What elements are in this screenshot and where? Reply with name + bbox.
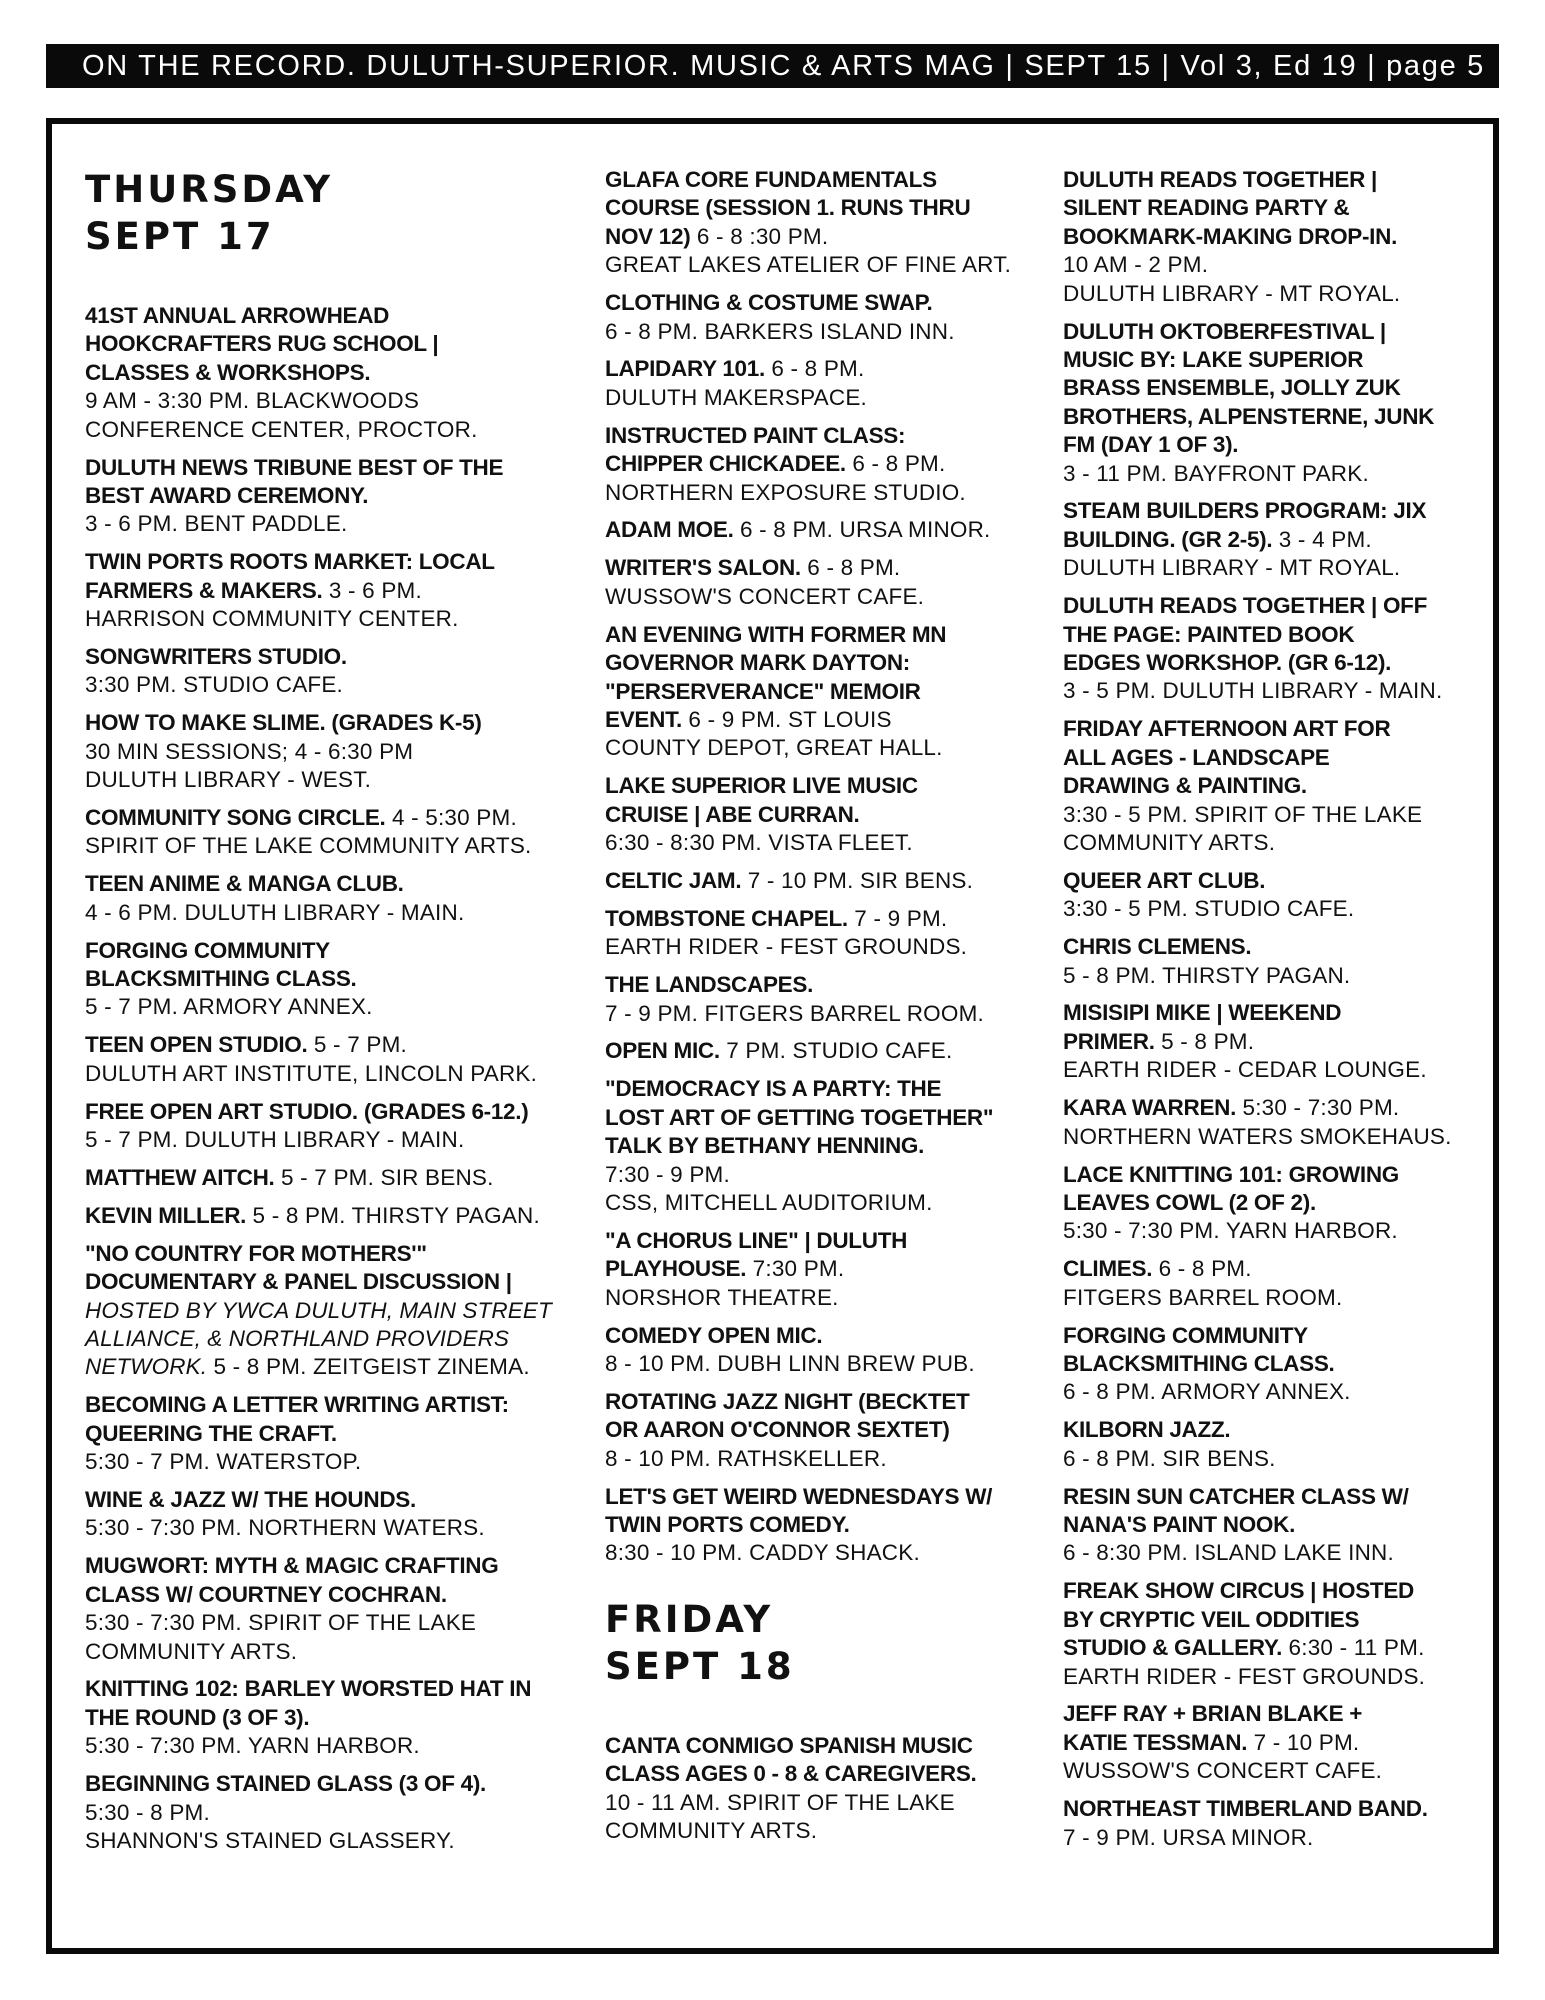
- event-title: QUEER ART CLUB.: [1063, 867, 1266, 893]
- event-title: FRIDAY AFTERNOON ART FOR: [1063, 716, 1391, 742]
- event-listing: [85, 1675, 580, 1760]
- event-details: 3 - 11 PM. BAYFRONT PARK.: [1063, 460, 1369, 486]
- event-title: CRUISE | ABE CURRAN.: [605, 801, 860, 827]
- event-details: SHANNON'S STAINED GLASSERY.: [85, 1828, 455, 1853]
- event-title: QUEERING THE CRAFT.: [85, 1420, 337, 1446]
- event-details: 3:30 PM. STUDIO CAFE.: [85, 672, 344, 698]
- event-title: GLAFA CORE FUNDAMENTALS: [605, 167, 937, 192]
- event-details: WUSSOW'S CONCERT CAFE.: [1063, 1758, 1383, 1784]
- event-details: CSS, MITCHELL AUDITORIUM.: [605, 1190, 933, 1215]
- event-title: OPEN MIC.: [605, 1038, 720, 1064]
- event-title: COMEDY OPEN MIC.: [605, 1322, 823, 1348]
- event-host-note: NETWORK.: [85, 1354, 208, 1380]
- event-title: PLAYHOUSE.: [605, 1256, 747, 1282]
- event-title: FARMERS & MAKERS.: [85, 577, 323, 603]
- event-details: 6 - 8:30 PM. ISLAND LAKE INN.: [1063, 1540, 1394, 1566]
- event-listing: [1063, 318, 1493, 488]
- event-title: BOOKMARK-MAKING DROP-IN.: [1063, 223, 1398, 249]
- event-title: FORGING COMMUNITY: [1063, 1322, 1308, 1348]
- event-details: WUSSOW'S CONCERT CAFE.: [605, 583, 925, 609]
- event-title: LAPIDARY 101.: [605, 356, 765, 382]
- event-listing: [605, 422, 1040, 507]
- event-title: CANTA CONMIGO SPANISH MUSIC: [605, 1732, 973, 1758]
- event-title: CHRIS CLEMENS.: [1063, 934, 1252, 960]
- event-listing: [605, 554, 1040, 611]
- event-details: COMMUNITY ARTS.: [85, 1638, 298, 1664]
- event-listing: [605, 1227, 1040, 1312]
- listing-column-2: [605, 166, 1040, 1855]
- event-details: DULUTH LIBRARY - MT ROYAL.: [1063, 555, 1401, 581]
- event-listing: [605, 166, 1040, 280]
- event-listing: [1063, 1416, 1493, 1473]
- event-listing: [605, 355, 1040, 412]
- event-listing: [605, 971, 1040, 1028]
- event-details: GREAT LAKES ATELIER OF FINE ART.: [605, 252, 1012, 278]
- event-listing: [1063, 1795, 1493, 1852]
- event-details: 4 - 5:30 PM.: [385, 805, 517, 830]
- event-details: 5:30 - 8 PM.: [85, 1799, 210, 1825]
- event-details: DULUTH MAKERSPACE.: [605, 384, 867, 410]
- event-title: BY CRYPTIC VEIL ODDITIES: [1063, 1606, 1360, 1632]
- event-title: INSTRUCTED PAINT CLASS:: [605, 422, 906, 448]
- event-listing: [85, 1031, 580, 1088]
- event-listing: [85, 1164, 580, 1192]
- event-listing: [1063, 1161, 1493, 1246]
- event-title: COMMUNITY SONG CIRCLE.: [85, 805, 386, 830]
- event-details: EARTH RIDER - CEDAR LOUNGE.: [1063, 1057, 1427, 1083]
- event-title: LOST ART OF GETTING TOGETHER": [605, 1104, 994, 1130]
- event-title: LAKE SUPERIOR LIVE MUSIC: [605, 773, 918, 799]
- event-details: 6 - 9 PM. ST LOUIS: [681, 706, 892, 732]
- event-title: BUILDING. (GR 2-5).: [1063, 526, 1273, 552]
- event-details: FITGERS BARREL ROOM.: [1063, 1284, 1343, 1310]
- day-name: THURSDAY: [85, 168, 333, 211]
- event-listing: [85, 302, 580, 444]
- event-listing: [605, 867, 1040, 895]
- event-details: 3 - 4 PM.: [1272, 526, 1372, 552]
- event-details: NORSHOR THEATRE.: [605, 1284, 839, 1310]
- event-details: 3 - 6 PM. BENT PADDLE.: [85, 511, 348, 537]
- event-title: CLASS AGES 0 - 8 & CAREGIVERS.: [605, 1761, 977, 1787]
- event-details: 5:30 - 7:30 PM.: [1236, 1095, 1400, 1121]
- event-title: CELTIC JAM.: [605, 867, 742, 893]
- event-title: "PERSERVERANCE" MEMOIR: [605, 678, 921, 704]
- event-listing: [85, 1240, 580, 1382]
- event-details: 7 - 10 PM.: [1247, 1729, 1360, 1755]
- event-title: ADAM MOE.: [605, 517, 734, 543]
- event-details: 6 - 8 PM. SIR BENS.: [1063, 1445, 1276, 1471]
- event-title: FREAK SHOW CIRCUS | HOSTED: [1063, 1578, 1415, 1604]
- event-title: BRASS ENSEMBLE, JOLLY ZUK: [1063, 375, 1401, 401]
- event-title: COURSE (SESSION 1. RUNS THRU: [605, 195, 971, 221]
- event-title: SONGWRITERS STUDIO.: [85, 643, 347, 669]
- event-listing: [85, 548, 580, 633]
- event-title: WRITER'S SALON.: [605, 555, 801, 581]
- event-title: FM (DAY 1 OF 3).: [1063, 432, 1239, 458]
- event-details: DULUTH LIBRARY - MT ROYAL.: [1063, 280, 1401, 306]
- event-title: BROTHERS, ALPENSTERNE, JUNK: [1063, 403, 1435, 429]
- event-listing: [85, 1486, 580, 1543]
- event-listing: [1063, 166, 1493, 308]
- event-details: 6 - 8 PM. ARMORY ANNEX.: [1063, 1379, 1351, 1405]
- event-title: THE LANDSCAPES.: [605, 972, 814, 998]
- event-details: 30 MIN SESSIONS; 4 - 6:30 PM: [85, 738, 414, 764]
- event-title: HOW TO MAKE SLIME. (GRADES K-5): [85, 710, 482, 736]
- event-title: MATTHEW AITCH.: [85, 1164, 275, 1190]
- event-title: NANA'S PAINT NOOK.: [1063, 1511, 1296, 1537]
- event-title: WINE & JAZZ W/ THE HOUNDS.: [85, 1487, 416, 1513]
- event-details: 5 - 8 PM. THIRSTY PAGAN.: [246, 1202, 540, 1228]
- event-details: DULUTH LIBRARY - WEST.: [85, 767, 372, 793]
- event-title: FORGING COMMUNITY: [85, 937, 330, 963]
- event-details: COUNTY DEPOT, GREAT HALL.: [605, 735, 943, 761]
- event-listing: [85, 643, 580, 700]
- event-listing: [1063, 1094, 1493, 1151]
- event-title: AN EVENING WITH FORMER MN: [605, 621, 947, 647]
- event-details: NORTHERN WATERS SMOKEHAUS.: [1063, 1123, 1452, 1149]
- event-title: STEAM BUILDERS PROGRAM: JIX: [1063, 498, 1427, 524]
- event-listing: [85, 870, 580, 927]
- event-title: MUGWORT: MYTH & MAGIC CRAFTING: [85, 1553, 499, 1579]
- event-details: 3:30 - 5 PM. STUDIO CAFE.: [1063, 896, 1355, 922]
- event-details: 3 - 5 PM. DULUTH LIBRARY - MAIN.: [1063, 678, 1443, 704]
- event-listing: [85, 1202, 580, 1230]
- event-title: KATIE TESSMAN.: [1063, 1729, 1248, 1755]
- event-title: GOVERNOR MARK DAYTON:: [605, 650, 910, 676]
- event-title: STUDIO & GALLERY.: [1063, 1635, 1283, 1661]
- day-date: SEPT 17: [85, 215, 275, 258]
- event-details: DULUTH ART INSTITUTE, LINCOLN PARK.: [85, 1060, 538, 1086]
- event-title: CLIMES.: [1063, 1256, 1153, 1282]
- event-listing: [605, 516, 1040, 544]
- event-title: LET'S GET WEIRD WEDNESDAYS W/: [605, 1483, 993, 1509]
- event-title: BLACKSMITHING CLASS.: [1063, 1350, 1335, 1376]
- event-title: ALL AGES - LANDSCAPE: [1063, 744, 1330, 770]
- event-listing: [85, 804, 580, 861]
- event-title: DULUTH NEWS TRIBUNE BEST OF THE: [85, 454, 504, 480]
- event-details: 6:30 - 11 PM.: [1282, 1635, 1425, 1661]
- event-details: 8 - 10 PM. RATHSKELLER.: [605, 1445, 887, 1471]
- event-listing: [1063, 933, 1493, 990]
- listing-column-3: [1063, 166, 1493, 1861]
- event-title: DULUTH OKTOBERFESTIVAL |: [1063, 318, 1386, 344]
- event-title: "DEMOCRACY IS A PARTY: THE: [605, 1076, 942, 1102]
- page-header-text: ON THE RECORD. DULUTH-SUPERIOR. MUSIC & ARTS MAG | SEPT 15 | Vol 3, Ed 19 | page 5: [82, 49, 1485, 82]
- event-title: OR AARON O'CONNOR SEXTET): [605, 1417, 950, 1443]
- event-listing: [605, 1483, 1040, 1568]
- event-details: 7:30 PM.: [746, 1256, 845, 1282]
- event-details: 7 - 10 PM. SIR BENS.: [741, 867, 974, 893]
- event-title: RESIN SUN CATCHER CLASS W/: [1063, 1483, 1409, 1509]
- event-details: COMMUNITY ARTS.: [605, 1818, 818, 1844]
- event-title: EDGES WORKSHOP. (GR 6-12).: [1063, 650, 1392, 675]
- event-listing: [85, 937, 580, 1022]
- event-details: 7 - 9 PM. FITGERS BARREL ROOM.: [605, 1000, 984, 1026]
- event-details: 6 - 8 :30 PM.: [690, 223, 829, 249]
- event-details: 7 - 9 PM.: [847, 905, 948, 931]
- event-details: 7 - 9 PM. URSA MINOR.: [1063, 1824, 1314, 1850]
- event-details: 6 - 8 PM.: [1152, 1256, 1252, 1282]
- event-listing: [1063, 867, 1493, 924]
- event-details: 5:30 - 7:30 PM. YARN HARBOR.: [1063, 1218, 1398, 1244]
- event-title: CLASSES & WORKSHOPS.: [85, 359, 371, 385]
- event-details: 9 AM - 3:30 PM. BLACKWOODS: [85, 388, 420, 414]
- event-details: SPIRIT OF THE LAKE COMMUNITY ARTS.: [85, 833, 532, 859]
- page-header-bar: [46, 44, 1499, 88]
- event-listing: [1063, 592, 1493, 706]
- event-details: 5 - 8 PM. ZEITGEIST ZINEMA.: [207, 1354, 530, 1380]
- event-listing: [1063, 1255, 1493, 1312]
- event-title: TWIN PORTS ROOTS MARKET: LOCAL: [85, 549, 495, 575]
- event-title: "A CHORUS LINE" | DULUTH: [605, 1227, 908, 1253]
- event-details: 5 - 8 PM. THIRSTY PAGAN.: [1063, 962, 1351, 988]
- event-listing: [605, 289, 1040, 346]
- event-listing: [605, 1388, 1040, 1473]
- event-details: 10 - 11 AM. SPIRIT OF THE LAKE: [605, 1789, 955, 1815]
- event-listing: [1063, 1700, 1493, 1785]
- event-details: 6 - 8 PM.: [845, 451, 946, 477]
- event-details: COMMUNITY ARTS.: [1063, 829, 1276, 855]
- day-name: FRIDAY: [605, 1597, 774, 1641]
- event-details: 8:30 - 10 PM. CADDY SHACK.: [605, 1540, 920, 1566]
- event-title: TOMBSTONE CHAPEL.: [605, 905, 848, 931]
- event-details: 5:30 - 7:30 PM. SPIRIT OF THE LAKE: [85, 1610, 477, 1636]
- event-title: JEFF RAY + BRIAN BLAKE +: [1063, 1701, 1363, 1727]
- event-title: BLACKSMITHING CLASS.: [85, 966, 357, 992]
- event-title: BEST AWARD CEREMONY.: [85, 482, 369, 508]
- event-title: CLOTHING & COSTUME SWAP.: [605, 290, 933, 316]
- day-date: SEPT 18: [605, 1644, 795, 1688]
- event-title: FREE OPEN ART STUDIO. (GRADES 6-12.): [85, 1098, 529, 1124]
- event-details: 7:30 - 9 PM.: [605, 1161, 730, 1187]
- event-title: THE PAGE: PAINTED BOOK: [1063, 621, 1355, 647]
- event-listing: [85, 709, 580, 794]
- event-listing: [85, 454, 580, 539]
- event-title: TWIN PORTS COMEDY.: [605, 1512, 850, 1538]
- event-listing: [85, 1770, 580, 1855]
- event-title: 41ST ANNUAL ARROWHEAD: [85, 303, 390, 328]
- event-details: 5 - 7 PM. DULUTH LIBRARY - MAIN.: [85, 1127, 465, 1153]
- event-details: 10 AM - 2 PM.: [1063, 252, 1209, 278]
- event-host-note: ALLIANCE, & NORTHLAND PROVIDERS: [85, 1326, 510, 1351]
- event-title: TALK BY BETHANY HENNING.: [605, 1133, 925, 1159]
- event-title: LACE KNITTING 101: GROWING: [1063, 1161, 1399, 1187]
- event-title: CHIPPER CHICKADEE.: [605, 451, 846, 477]
- event-details: 5 - 7 PM. ARMORY ANNEX.: [85, 994, 373, 1020]
- event-title: KARA WARREN.: [1063, 1095, 1237, 1121]
- event-details: 3 - 6 PM.: [322, 577, 422, 603]
- event-title: PRIMER.: [1063, 1028, 1155, 1054]
- event-details: 6 - 8 PM. BARKERS ISLAND INN.: [605, 318, 955, 344]
- event-title: DRAWING & PAINTING.: [1063, 773, 1307, 799]
- event-details: EARTH RIDER - FEST GROUNDS.: [605, 934, 968, 960]
- event-title: TEEN ANIME & MANGA CLUB.: [85, 871, 404, 897]
- event-title: KNITTING 102: BARLEY WORSTED HAT IN: [85, 1676, 532, 1702]
- event-title: MISISIPI MIKE | WEEKEND: [1063, 1000, 1342, 1026]
- event-details: 5 - 7 PM.: [307, 1032, 407, 1058]
- event-details: 6 - 8 PM.: [764, 356, 865, 382]
- event-title: NOV 12): [605, 223, 691, 249]
- event-title: NORTHEAST TIMBERLAND BAND.: [1063, 1796, 1428, 1822]
- event-listing: [1063, 497, 1493, 582]
- event-title: BECOMING A LETTER WRITING ARTIST:: [85, 1392, 509, 1418]
- event-listing: [605, 1075, 1040, 1217]
- event-title: ROTATING JAZZ NIGHT (BECKTET: [605, 1388, 970, 1414]
- event-details: 5 - 7 PM. SIR BENS.: [274, 1164, 494, 1190]
- listing-column-1: [85, 166, 580, 1865]
- event-title: DULUTH READS TOGETHER | OFF: [1063, 593, 1428, 619]
- event-listing: [1063, 1322, 1493, 1407]
- event-details: NORTHERN EXPOSURE STUDIO.: [605, 479, 966, 505]
- event-title: KEVIN MILLER.: [85, 1202, 247, 1228]
- event-title: CLASS W/ COURTNEY COCHRAN.: [85, 1581, 447, 1607]
- event-listing: [1063, 1483, 1493, 1568]
- event-details: 6:30 - 8:30 PM. VISTA FLEET.: [605, 830, 913, 856]
- event-listing: [605, 621, 1040, 763]
- event-details: 3:30 - 5 PM. SPIRIT OF THE LAKE: [1063, 801, 1423, 827]
- event-title: TEEN OPEN STUDIO.: [85, 1032, 308, 1058]
- event-listing: [605, 1322, 1040, 1379]
- event-listing: [85, 1391, 580, 1476]
- event-title: THE ROUND (3 OF 3).: [85, 1704, 310, 1730]
- event-listing: [1063, 1577, 1493, 1691]
- event-details: 5:30 - 7 PM. WATERSTOP.: [85, 1449, 362, 1475]
- event-details: 6 - 8 PM. URSA MINOR.: [733, 517, 991, 543]
- event-listing: [605, 1732, 1040, 1846]
- event-details: 5:30 - 7:30 PM. NORTHERN WATERS.: [85, 1515, 485, 1541]
- event-host-note: HOSTED BY YWCA DULUTH, MAIN STREET: [85, 1297, 552, 1323]
- event-title: DULUTH READS TOGETHER |: [1063, 167, 1377, 192]
- event-title: LEAVES COWL (2 OF 2).: [1063, 1189, 1316, 1215]
- event-listing: [85, 1098, 580, 1155]
- event-listing: [1063, 715, 1493, 857]
- event-details: 7 PM. STUDIO CAFE.: [719, 1038, 953, 1064]
- event-details: 6 - 8 PM.: [800, 555, 901, 581]
- day-heading: [605, 1596, 1040, 1690]
- event-details: 8 - 10 PM. DUBH LINN BREW PUB.: [605, 1351, 975, 1377]
- event-details: 5 - 8 PM.: [1154, 1028, 1255, 1054]
- event-listing: [605, 1037, 1040, 1065]
- event-title: KILBORN JAZZ.: [1063, 1417, 1231, 1443]
- event-title: EVENT.: [605, 706, 682, 732]
- event-title: BEGINNING STAINED GLASS (3 OF 4).: [85, 1771, 486, 1797]
- event-details: EARTH RIDER - FEST GROUNDS.: [1063, 1663, 1426, 1689]
- day-heading: [85, 166, 580, 260]
- event-title: DOCUMENTARY & PANEL DISCUSSION |: [85, 1269, 512, 1295]
- event-title: SILENT READING PARTY &: [1063, 195, 1350, 221]
- event-details: 4 - 6 PM. DULUTH LIBRARY - MAIN.: [85, 899, 465, 925]
- event-listing: [605, 772, 1040, 857]
- event-title: "NO COUNTRY FOR MOTHERS'": [85, 1240, 427, 1266]
- event-title: MUSIC BY: LAKE SUPERIOR: [1063, 346, 1364, 372]
- event-listing: [85, 1552, 580, 1666]
- event-listing: [605, 905, 1040, 962]
- event-title: HOOKCRAFTERS RUG SCHOOL |: [85, 331, 439, 357]
- event-details: CONFERENCE CENTER, PROCTOR.: [85, 416, 478, 442]
- event-listing: [1063, 999, 1493, 1084]
- event-details: HARRISON COMMUNITY CENTER.: [85, 606, 459, 632]
- event-details: 5:30 - 7:30 PM. YARN HARBOR.: [85, 1733, 420, 1759]
